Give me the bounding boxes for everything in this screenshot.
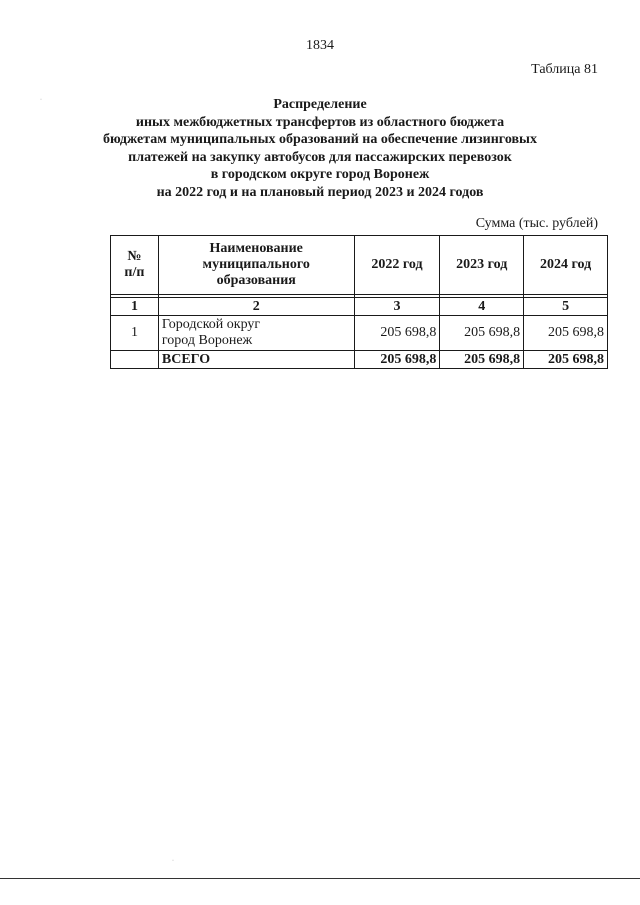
scan-speck: · — [172, 858, 174, 864]
title-line: иных межбюджетных трансфертов из областного бюджета — [135, 114, 505, 130]
total-value-2023: 205 698,8 — [440, 351, 524, 369]
header-name-line1: Наименование — [209, 241, 303, 256]
header-2023: 2023 год — [440, 236, 524, 295]
title-line: на 2022 год и на плановый период 2023 и 2024 годов — [156, 184, 484, 200]
row-name-line2: город Воронеж — [161, 333, 253, 348]
total-value-2024: 205 698,8 — [524, 351, 608, 369]
column-number: 4 — [440, 298, 524, 316]
row-value-2024: 205 698,8 — [524, 316, 608, 351]
column-number: 1 — [111, 298, 159, 316]
scan-speck: · — [40, 97, 42, 103]
table-label: Таблица 81 — [531, 62, 598, 77]
row-name-line1: Городской округ — [161, 317, 261, 332]
total-label: ВСЕГО — [158, 351, 354, 369]
header-name-line3: образования — [216, 273, 296, 288]
title-line: Распределение — [273, 97, 367, 112]
page-bottom-edge — [0, 878, 640, 879]
header-2022: 2022 год — [354, 236, 440, 295]
title-line: бюджетам муниципальных образований на обеспечение лизинговых — [103, 132, 537, 147]
total-row — [111, 351, 608, 369]
distribution-table — [110, 235, 608, 369]
table-row — [111, 316, 608, 351]
column-numbers-row — [111, 298, 608, 316]
row-number: 1 — [111, 316, 159, 351]
header-name — [158, 236, 354, 295]
row-value-2023: 205 698,8 — [440, 316, 524, 351]
row-name — [158, 316, 354, 351]
table-header-row — [111, 236, 608, 295]
column-number: 2 — [158, 298, 354, 316]
header-number — [111, 236, 159, 295]
column-number: 5 — [524, 298, 608, 316]
document-title — [60, 96, 580, 201]
header-name-line2: муниципального — [202, 257, 310, 272]
total-value-2022: 205 698,8 — [354, 351, 440, 369]
page-number: 1834 — [306, 38, 334, 53]
column-number: 3 — [354, 298, 440, 316]
total-number-cell — [111, 351, 159, 369]
title-line: платежей на закупку автобусов для пассажирских перевозок — [128, 149, 512, 165]
title-line: в городском округе город Воронеж — [210, 167, 430, 182]
header-number-line1: № — [127, 249, 142, 264]
header-number-line2: п/п — [124, 265, 145, 280]
units-label: Сумма (тыс. рублей) — [475, 216, 598, 231]
row-value-2022: 205 698,8 — [354, 316, 440, 351]
header-2024: 2024 год — [524, 236, 608, 295]
